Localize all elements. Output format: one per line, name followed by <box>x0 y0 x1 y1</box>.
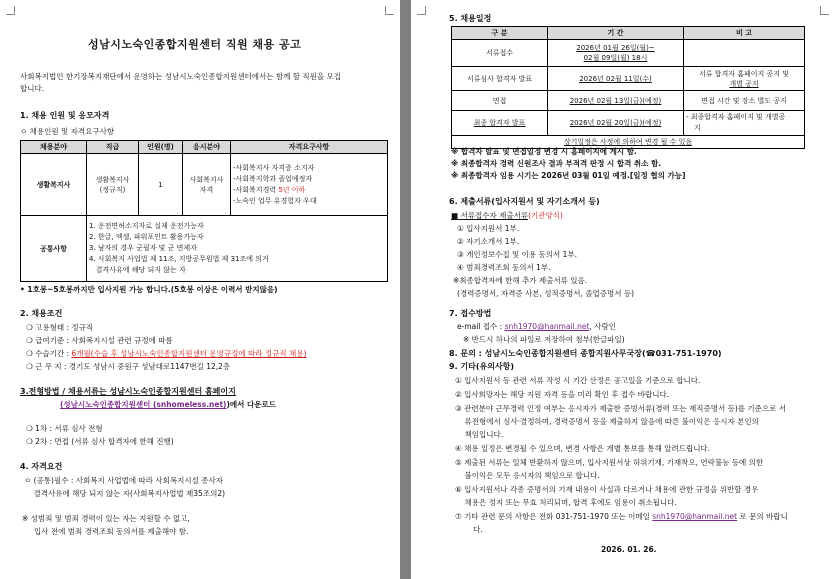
list-item: ※ 반드시 하나의 파일로 저장하여 첨부(한글파일) <box>463 335 625 344</box>
list-item: 채용은 정지 또는 무효 처리되며, 합격 후에도 임용이 취소됩니다. <box>455 498 677 507</box>
schedule-period: 2026년 02월 20일(금)(예정) <box>548 111 684 136</box>
list-item: ③ 관련분야 근무경력 인정 여부는 응시자가 제출한 증빙서류(경력 또는 재직증명서 등)를 기준으로 서 <box>455 404 786 413</box>
crop-mark <box>6 6 15 15</box>
document-page-1 <box>0 0 400 579</box>
email-line: e-mail 접수 : snh1970@hanmail.net, 사람인 <box>457 322 616 331</box>
list-item: 결격사유에 해당 되지 않는 자(사회복지사업법 제35조의2) <box>24 489 226 498</box>
section-heading: 4. 자격요건 <box>20 462 63 471</box>
page-title: 성남시노숙인종합지원센터 직원 채용 공고 <box>88 38 302 51</box>
homepage-download: (성남시노숙인종합지원센터 (snhomeless.net))에서 다운로드 <box>60 400 276 409</box>
intro-text: 합니다. <box>20 84 45 93</box>
schedule-note: - 최종합격자 홈페이지 및 개별공 지 <box>684 111 805 136</box>
common-items-cell: 1. 운전면허소지자로 실제 운전가능자 2. 한글, 엑셀, 파워포인트 활용가능자 3. 남자의 경우 군필자 및 군 면제자 4. 사회복지 사업법 제 11조, 지방공무원법 제 31조에 의거 결격사유에 해당 되지 않는 자 <box>87 216 388 282</box>
list-item: ② 입사희망자는 해당 지원 자격 등을 미리 확인 후 접수 바랍니다. <box>455 390 670 399</box>
schedule-footer: 상기일정은 사정에 의하여 변경 될 수 있음 <box>452 136 805 149</box>
list-item: (경력증명서, 자격증 사본, 성적증명서, 졸업증명서 등) <box>457 289 635 298</box>
list-item: 류전형에서 심사·결정하며, 경력증명서 등을 제출하지 않음에 따른 불이익은 응시자 본인의 <box>455 417 759 426</box>
table-header: 자격요구사항 <box>231 141 388 154</box>
count-cell: 1 <box>139 154 183 216</box>
list-item: ③ 개인정보수집 및 이용 동의서 1부. <box>457 250 577 259</box>
table-header: 구 분 <box>452 27 548 40</box>
schedule-note: 면접 시간 및 장소 별도 공지 <box>684 91 805 111</box>
section-heading: 3.전형방법 / 채용서류는 성남시노숙인종합지원센터 홈페이지 <box>20 387 236 396</box>
schedule-item: 면접 <box>452 91 548 111</box>
list-item: ※최종합격자에 한해 추가 제출서류 있음. <box>453 276 588 285</box>
section-heading: 8. 문의 : 성남시노숙인종합지원센터 종합지원사무국장(☎031-751-1970) <box>449 349 722 358</box>
email-link[interactable]: snh1970@hanmail.net <box>504 322 590 331</box>
list-item: 책임입니다. <box>455 430 504 439</box>
crop-mark <box>417 6 426 15</box>
list-item: 다. <box>473 525 483 534</box>
notice: ※ 최종합격자 경력 신원조사 결과 부적격 판정 시 합격 취소 함. <box>451 159 662 168</box>
schedule-item: 서류접수 <box>452 40 548 67</box>
email-link[interactable]: snh1970@hanmail.net <box>652 512 738 521</box>
schedule-item: 서류심사 합격자 발표 <box>452 67 548 91</box>
field-cell: 생활복지사 <box>21 154 87 216</box>
table-row <box>21 216 388 282</box>
list-item: ❍ 근 무 지 : 경기도 성남시 중원구 성남대로1147번길 12,2층 <box>26 362 231 371</box>
list-item: 불이익은 모두 응시자의 책임으로 합니다. <box>455 471 600 480</box>
list-item: ④ 범죄경력조회 동의서 1부. <box>457 263 551 272</box>
footnote: 입사 전에 범죄 경력조회 동의서를 제출해야 함. <box>34 527 189 536</box>
table-row <box>452 67 805 91</box>
schedule-item: 최종 합격자 발표 <box>452 111 548 136</box>
crop-mark <box>820 6 829 15</box>
document-page-2 <box>411 0 835 579</box>
section-subheading: ㅇ 채용인원 및 자격요구사항 <box>20 127 115 136</box>
list-item: ① 입사지원서 등 관련 서류 작성 시 기간 산정은 공고일을 기준으로 합니다. <box>455 376 701 385</box>
schedule-table <box>451 26 805 149</box>
table-row <box>21 154 388 216</box>
schedule-period: 2026년 01월 26일(월)~ 02월 09일(월) 18시 <box>548 40 684 67</box>
list-item: ❍ 수습기간 : 6개월(수습 후 성남시노숙인종합지원센터 운영규정에 따라 정규직 채용) <box>26 349 307 358</box>
table-header: 응시분야 <box>183 141 231 154</box>
schedule-period: 2026년 02월 11일(수) <box>548 67 684 91</box>
intro-text: 사회복지법인 한기장복지재단에서 운영하는 성남시노숙인종합지원센터에서는 함께 할 직원을 모집 <box>20 72 341 81</box>
schedule-note: 서류 합격자 홈페이지 공지 및 개별 공지 <box>684 67 805 91</box>
list-item: ❍ 급여기준 : 사회복지시설 관련 규정에 따름 <box>26 336 173 345</box>
section-heading: 2. 채용조건 <box>20 309 63 318</box>
list-item: ④ 채용 일정은 변경될 수 있으며, 변경 사항은 개별 통보를 통해 알려드립니다. <box>455 444 711 453</box>
list-item: ⑦ 기타 관련 문의 사항은 전화 031-751-1970 또는 이메일 snh1970@hanmail.net 로 문의 바랍니 <box>455 512 788 521</box>
notice: ※ 최종합격자 임용 시기는 2026년 03월 01일 예정.[일정 협의 가능] <box>451 171 686 180</box>
rank-cell: 생활복지사 (정규직) <box>87 154 139 216</box>
list-item: ❍ 2차 : 면접 (서류 심사 합격자에 한해 진행) <box>26 437 174 446</box>
list-item: ② 자기소개서 1부. <box>457 237 520 246</box>
list-item: ❍ 고용형태 : 정규직 <box>26 323 94 332</box>
list-item: ❍ 1차 : 서류 심사 전형 <box>26 424 103 433</box>
section-heading: 5. 채용일정 <box>449 14 492 23</box>
table-header: 기 간 <box>548 27 684 40</box>
homepage-link[interactable]: (성남시노숙인종합지원센터 (snhomeless.net) <box>60 400 227 409</box>
requirements-cell: -사회복지사 자격증 소지자 -사회복지학과 졸업예정자 -사회복지경력 5년 이하 -노숙인 업무 유경험자 우대 <box>231 154 388 216</box>
footnote: ※ 성범죄 및 범죄 경력이 있는 자는 지원할 수 없고, <box>22 514 190 523</box>
schedule-period: 2026년 02월 13일(금)(예정) <box>548 91 684 111</box>
subheading: ■ 서류접수자 제출서류(기관양식) <box>451 211 563 220</box>
common-label-cell: 공통사항 <box>21 216 87 282</box>
section-heading: 1. 채용 인원 및 응모자격 <box>20 111 110 120</box>
hobong-note: • 1호봉~5호봉까지만 입사지원 가능 합니다.(5호봉 이상은 이력서 받지않음) <box>20 285 278 294</box>
list-item: ⑥ 입사지원서나 각종 증명서의 기재 내용이 사실과 다르거나 채용에 관한 규정을 위반할 경우 <box>455 485 759 494</box>
table-header: 직급 <box>87 141 139 154</box>
list-item: ① 입사지원서 1부. <box>457 224 520 233</box>
table-row <box>452 111 805 136</box>
schedule-note <box>684 40 805 67</box>
table-header: 채용분야 <box>21 141 87 154</box>
table-row <box>452 40 805 67</box>
area-cell: 사회복지사 자격 <box>183 154 231 216</box>
table-header: 비 고 <box>684 27 805 40</box>
announcement-date: 2026. 01. 26. <box>601 545 657 554</box>
list-item: ㅇ (공통)필수 : 사회복지 사업법에 따라 사회복지시설 종사자 <box>24 476 223 485</box>
list-item: ⑤ 제출된 서류는 일체 반환하지 않으며, 입사지원서상 허위기재, 기재착오, 연락불능 등에 의한 <box>455 458 764 467</box>
section-heading: 7. 접수방법 <box>449 309 492 318</box>
section-heading: 6. 제출서류(입사지원서 및 자기소개서 등) <box>449 197 600 206</box>
crop-mark <box>385 6 394 15</box>
notice: ※ 합격자 발표 및 면접일정 변경 시 홈페이지에 게시 함. <box>451 147 637 156</box>
table-row <box>452 91 805 111</box>
table-header: 인원(명) <box>139 141 183 154</box>
recruitment-table <box>20 140 388 282</box>
section-heading: 9. 기타(유의사항) <box>449 362 515 371</box>
